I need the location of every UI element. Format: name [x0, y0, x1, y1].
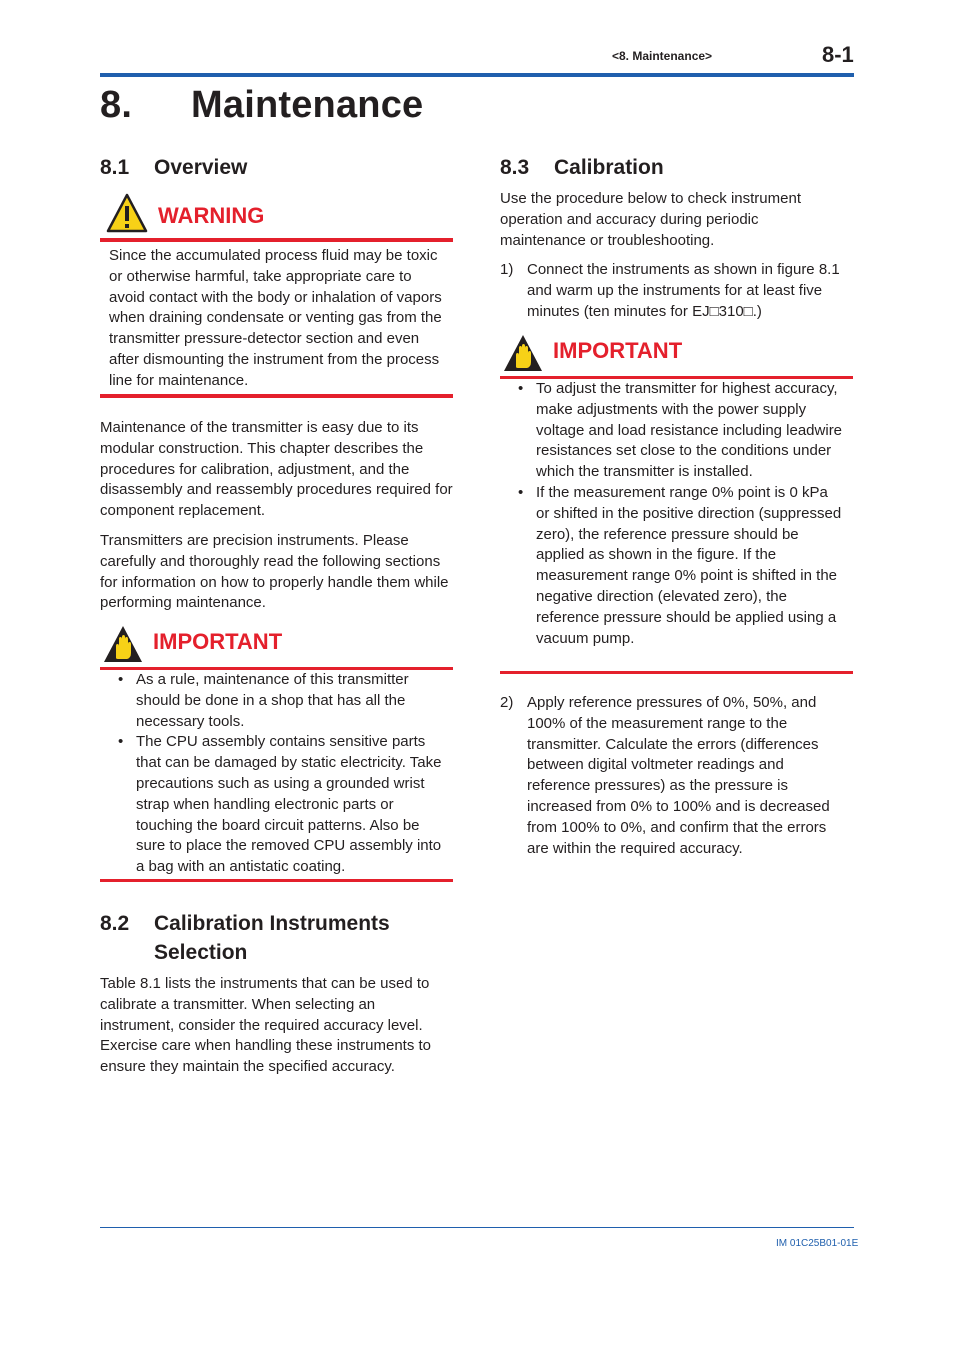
overview-paragraph: Maintenance of the transmitter is easy due to its modular construction. This chapter describes the procedures for calibration, adjustment, and the disassembly and reassembly procedures required for component replacement.	[100, 419, 453, 520]
bullet: •	[518, 483, 524, 501]
hand-stop-icon	[103, 625, 143, 663]
section-title-text: Overview	[154, 156, 248, 179]
warning-label: WARNING	[158, 203, 265, 228]
bullet: •	[118, 671, 124, 688]
important-label: IMPORTANT	[153, 629, 283, 654]
page-number: 8-1	[822, 42, 854, 67]
important-label: IMPORTANT	[553, 338, 683, 363]
calibration-step-2	[500, 693, 845, 859]
header-rule	[100, 73, 854, 77]
overview-body	[100, 418, 455, 623]
section-title-text: Calibration Instruments Selection	[154, 912, 390, 964]
section-title-overview	[100, 153, 247, 182]
calibration-intro: Use the procedure below to check instrument operation and accuracy during periodic maintenance or troubleshooting.	[500, 190, 801, 249]
list-item: • If the measurement range 0% point is 0 kPa or shifted in the positive direction (suppressed zero), the reference pressure should be applied as shown in the figure. If the measurement range 0% point is shifted in the negative direction (elevated zero), the reference pressure should be applied using a vacuum pump.	[518, 483, 842, 647]
footer-rule	[100, 1227, 854, 1228]
hand-stop-icon	[503, 334, 543, 372]
warning-text: Since the accumulated process fluid may be toxic or otherwise harmful, take appropriate care to avoid contact with the body or inhalation of vapors when draining condensate or venting gas from the transmitter pressure-detector section and even after dismounting the instrument from the process line for maintenance.	[109, 247, 442, 389]
list-item: 2) Apply reference pressures of 0%, 50%, and 100% of the measurement range to the transmitter. Calculate the errors (differences between digital voltmeter readings and reference pressures) as the pressure is increased from 0% to 100% and is decreased from 100% to 0%, and confirm that the errors are within the required accuracy.	[500, 694, 830, 857]
list-item: 1) Connect the instruments as shown in figure 8.1 and warm up the instruments for at least five minutes (ten minutes for EJ□310□.)	[500, 261, 840, 320]
list-item: • As a rule, maintenance of this transmitter should be done in a shop that has all the necessary tools.	[118, 671, 409, 730]
warning-bottom-rule	[100, 394, 453, 398]
important-bottom-rule	[100, 879, 453, 882]
chapter-title-text: Maintenance	[191, 84, 424, 126]
list-item: • The CPU assembly contains sensitive parts that can be damaged by static electricity. Take precautions such as using a grounded wrist strap when handling electronic parts or touching the board circuit patterns. Also be sure to place the removed CPU assembly into a bag with an antistatic coating.	[118, 733, 442, 876]
section-number: 8.3	[500, 156, 530, 179]
important-list	[500, 379, 845, 649]
important-list	[100, 670, 445, 878]
list-item: • To adjust the transmitter for highest accuracy, make adjustments with the power supply voltage and load resistance including leadwire resistances set close to the conditions under which the transmitter is installed.	[518, 380, 843, 481]
warning-triangle-icon	[106, 193, 148, 233]
section-number: 8.2	[100, 912, 130, 935]
chapter-title	[100, 84, 423, 127]
running-header-section: <8. Maintenance>	[612, 49, 713, 63]
section-number: 8.1	[100, 156, 130, 179]
chapter-number: 8.	[100, 84, 133, 126]
document-id: IM 01C25B01-01E	[776, 1238, 859, 1249]
important-bottom-rule	[500, 671, 853, 674]
section-title-instruments	[100, 909, 390, 967]
instruments-text: Table 8.1 lists the instruments that can be used to calibrate a transmitter. When selecting an instrument, consider the required accuracy level. Exercise care when handling these instruments to ensure they maintain the specified accuracy.	[100, 975, 432, 1076]
section-title-calibration	[500, 153, 664, 182]
warning-top-rule	[100, 238, 453, 242]
calibration-step-1	[500, 260, 854, 322]
bullet: •	[118, 733, 124, 751]
overview-paragraph: Transmitters are precision instruments. Please carefully and thoroughly read the following sections for information on how to properly handle them while performing maintenance.	[100, 531, 449, 612]
section-title-text: Calibration	[554, 156, 664, 179]
bullet: •	[518, 380, 524, 397]
